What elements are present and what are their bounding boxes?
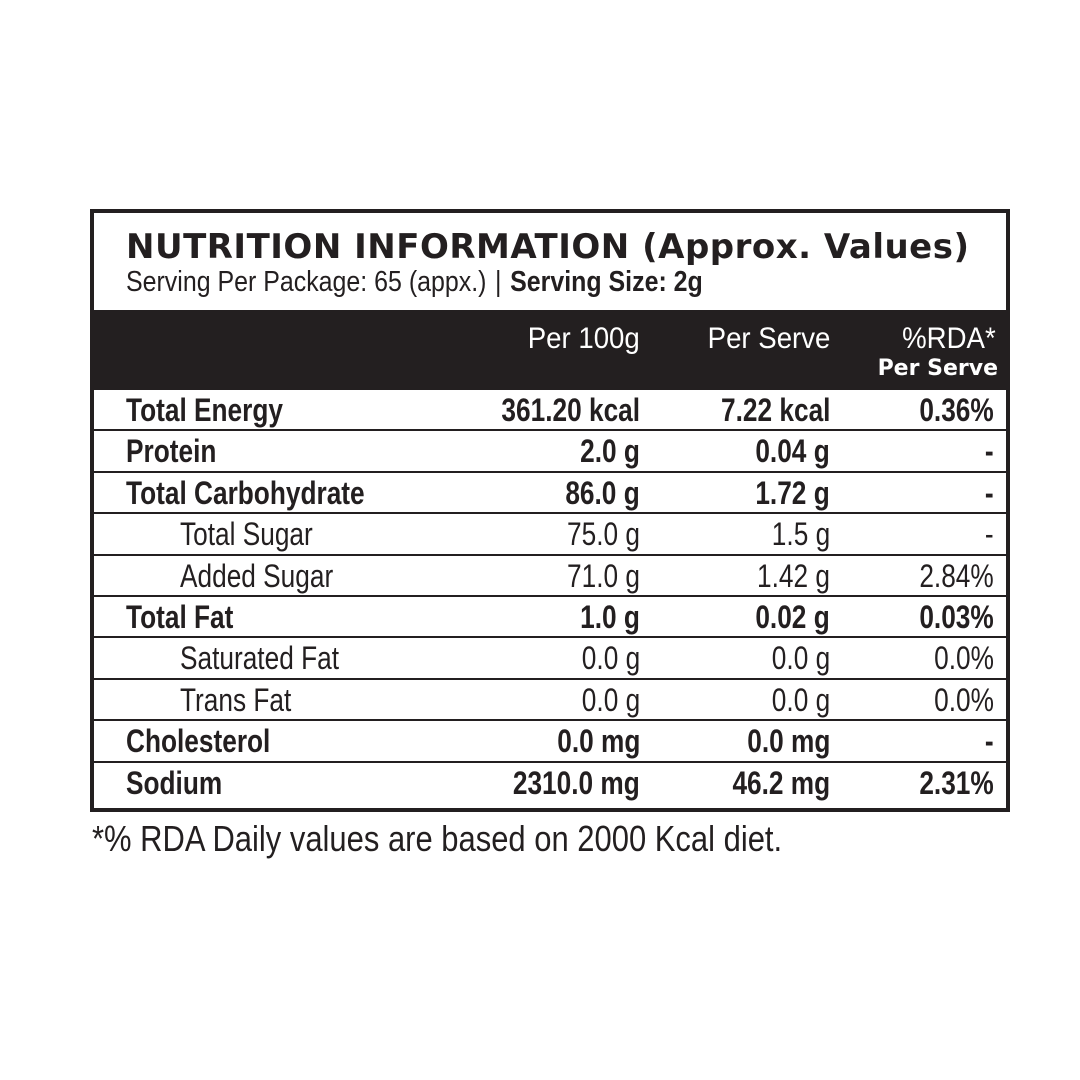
nutrient-name: Added Sugar: [180, 557, 334, 594]
value-rda: -: [985, 516, 994, 553]
nutrient-name: Sodium: [126, 764, 223, 801]
value-rda: 0.0%: [934, 640, 994, 677]
value-rda: -: [985, 474, 994, 511]
column-header-rda-sub: Per Serve: [877, 356, 998, 381]
value-per-serve: 46.2 mg: [732, 764, 830, 801]
nutrient-name: Protein: [126, 433, 217, 470]
table-row: [94, 680, 1006, 721]
nutrition-panel: [90, 209, 1010, 812]
serving-separator: |: [495, 266, 502, 298]
value-per100: 361.20 kcal: [501, 392, 640, 428]
value-per-serve: 0.04 g: [755, 433, 830, 470]
value-rda: -: [985, 433, 994, 470]
value-per100: 71.0 g: [567, 557, 640, 594]
table-row: [94, 721, 1006, 762]
serving-line: [126, 266, 703, 299]
serving-per-package: Serving Per Package: 65 (appx.): [126, 266, 487, 298]
value-per100: 0.0 g: [581, 640, 640, 677]
nutrient-name: Saturated Fat: [180, 640, 339, 677]
nutrient-name: Cholesterol: [126, 723, 271, 760]
value-per-serve: 0.0 mg: [746, 723, 830, 760]
value-per100: 2310.0 mg: [513, 764, 640, 801]
value-per-serve: 0.02 g: [755, 598, 830, 635]
value-per100: 0.0 g: [581, 681, 640, 718]
value-rda: 2.31%: [919, 764, 994, 801]
value-per100: 75.0 g: [567, 516, 640, 553]
column-header-per100: Per 100g: [527, 322, 640, 355]
value-rda: 0.36%: [919, 392, 994, 428]
table-row: [94, 390, 1006, 431]
column-header-per-serve: Per Serve: [707, 322, 830, 355]
nutrient-name: Total Sugar: [180, 516, 313, 553]
column-header-bar: [94, 310, 1006, 390]
rda-footnote: *% RDA Daily values are based on 2000 Kcal diet.: [92, 818, 783, 859]
table-row: [94, 638, 1006, 679]
nutrient-name: Trans Fat: [180, 681, 292, 718]
column-header-rda: %RDA*: [902, 322, 996, 355]
table-row: [94, 763, 1006, 804]
table-row: [94, 597, 1006, 638]
panel-title: NUTRITION INFORMATION (Approx. Values): [126, 227, 970, 267]
value-per100: 86.0 g: [565, 474, 640, 511]
serving-size: Serving Size: 2g: [510, 266, 703, 298]
table-row: [94, 514, 1006, 555]
table-row: [94, 473, 1006, 514]
title-block: [94, 213, 1006, 309]
value-per100: 2.0 g: [580, 433, 640, 470]
value-per100: 0.0 mg: [556, 723, 640, 760]
nutrient-name: Total Carbohydrate: [126, 474, 365, 511]
nutrient-name: Total Energy: [126, 392, 283, 428]
value-per-serve: 0.0 g: [771, 681, 830, 718]
nutrient-name: Total Fat: [126, 598, 234, 635]
value-per-serve: 1.72 g: [755, 474, 830, 511]
value-per-serve: 0.0 g: [771, 640, 830, 677]
value-rda: -: [985, 723, 994, 760]
value-per-serve: 1.42 g: [757, 557, 830, 594]
nutrition-table: [94, 390, 1006, 804]
value-rda: 0.0%: [934, 681, 994, 718]
table-row: [94, 556, 1006, 597]
value-rda: 0.03%: [919, 598, 994, 635]
table-row: [94, 431, 1006, 472]
value-rda: 2.84%: [919, 557, 994, 594]
value-per-serve: 7.22 kcal: [720, 392, 830, 428]
value-per100: 1.0 g: [580, 598, 640, 635]
value-per-serve: 1.5 g: [771, 516, 830, 553]
